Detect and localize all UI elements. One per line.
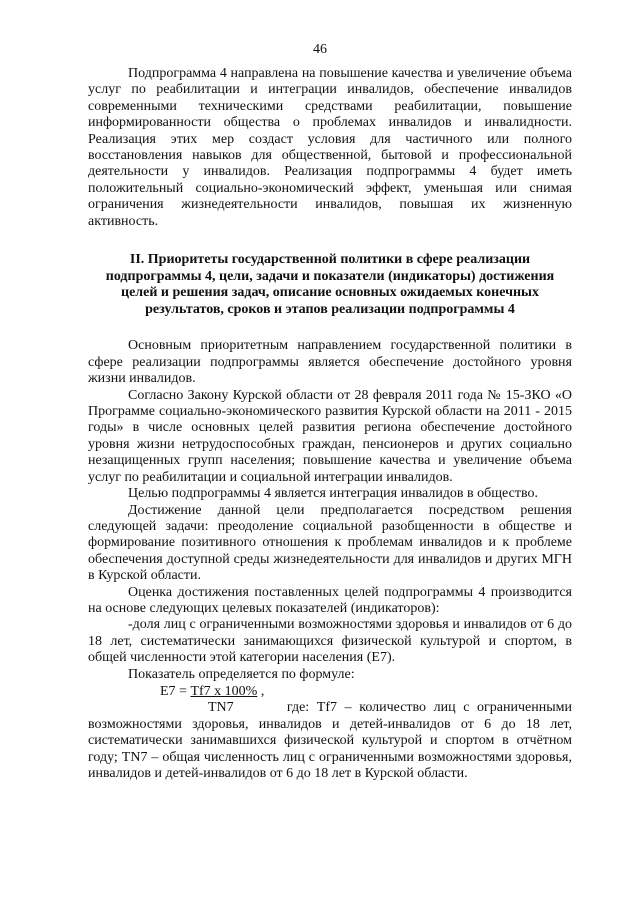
section-heading: II. Приоритеты государственной политики в сфере реализации подпрограммы 4, цели, задачи и показатели (индикаторы) достижения целей и решения задач, описание основных ожидаемых конечных результатов, сроков и этапов реализации подпрограммы 4: [105, 252, 555, 317]
formula-explanation-paragraph: [88, 700, 572, 782]
page-content: [88, 66, 572, 782]
paragraph-subprogram-purpose: Подпрограмма 4 направлена на повышение качества и увеличение объема услуг по реабилитации и интеграции инвалидов, обеспечение инвалидов современными техническими средствами реабилитации, повышение информированности общества о проблемах инвалидов и инвалидности. Реализация этих мер создаст условия для частичного или полного восстановления навыков для общественной, бытовой и профессиональной деятельности у инвалидов. Реализация подпрограммы 4 будет иметь положительный социально-экономический эффект, уменьшая или снимая ограничения жизнедеятельности инвалидов, повышая их жизненную активность.: [88, 66, 572, 229]
paragraph-regional-law: Согласно Закону Курской области от 28 февраля 2011 года № 15-ЗКО «О Программе социально-экономического развития Курской области на 2011 - 2015 годы» в числе основных целей развития региона обеспечение достойного уровня жизни нетрудоспособных граждан, пенсионеров и других социально незащищенных групп населения; повышение качества и увеличение объема услуг по реабилитации и социальной интеграции инвалидов.: [88, 387, 572, 485]
paragraph-evaluation: Оценка достижения поставленных целей подпрограммы 4 производится на основе следующих целевых показателей (индикаторов):: [88, 584, 572, 616]
formula-denominator: TN7: [208, 700, 234, 716]
formula-lhs: Е7 =: [160, 683, 191, 699]
paragraph-goal: Целью подпрограммы 4 является интеграция инвалидов в общество.: [128, 486, 538, 502]
formula-tail: ,: [257, 683, 265, 699]
page-number: 46: [313, 42, 327, 57]
formula-explanation: где: Tf7 – количество лиц с ограниченными возможностями здоровья, инвалидов и детей-инвалидов от 6 до 18 лет, систематически занимавшихся физической культурой и спортом в отчётном году; TN7 – общая численность лиц с ограниченными возможностями здоровья, инвалидов и детей-инвалидов от 6 до 18 лет в Курской области.: [88, 700, 572, 781]
paragraph-formula-intro: Показатель определяется по формуле:: [128, 666, 355, 682]
paragraph-indicator-e7: -доля лиц с ограниченными возможностями здоровья и инвалидов от 6 до 18 лет, систематически занимающихся физической культурой и спортом, в общей численности этой категории населения (Е7).: [88, 617, 572, 666]
paragraph-priority-direction: Основным приоритетным направлением государственной политики в сфере реализации подпрограммы является обеспечение достойного уровня жизни инвалидов.: [88, 338, 572, 387]
formula-numerator: Tf7 х 100%: [190, 683, 258, 699]
formula-line: [160, 684, 572, 700]
paragraph-task: Достижение данной цели предполагается посредством решения следующей задачи: преодоление социальной разобщенности в обществе и формирование позитивного отношения к проблемам инвалидов и к проблеме обеспечения доступной среды жизнедеятельности для инвалидов и других МГН в Курской области.: [88, 502, 572, 584]
